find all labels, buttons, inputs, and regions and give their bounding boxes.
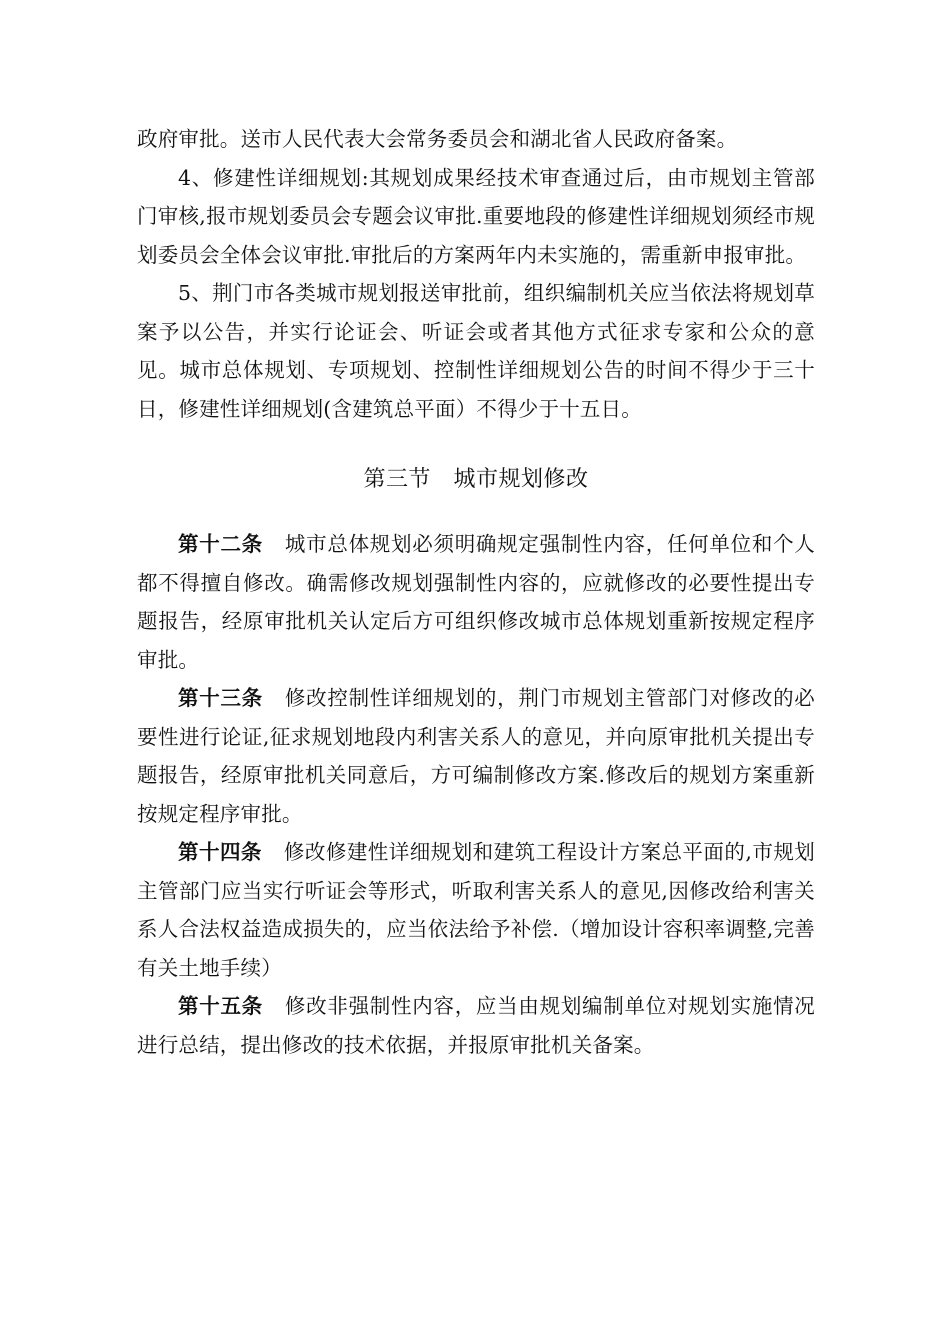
article-12: [137, 525, 815, 679]
section-heading: 第三节 城市规划修改: [363, 467, 589, 492]
paragraph-item-5: 5、荆门市各类城市规划报送审批前，组织编制机关应当依法将规划草案予以公告，并实行论证会、听证会或者其他方式征求专家和公众的意见。城市总体规划、专项规划、控制性详细规划公告的时间不得少于三十日，修建性详细规划(含建筑总平面）不得少于十五日。: [137, 281, 815, 421]
article-12-label: 第十二条: [178, 532, 263, 556]
paragraph-item-4: 4、修建性详细规划:其规划成果经技术审查通过后，由市规划主管部门审核,报市规划委员会专题会议审批.重要地段的修建性详细规划须经市规划委员会全体会议审批.审批后的方案两年内未实施的，需重新申报审批。: [137, 165, 815, 267]
paragraph-continuation: 政府审批。送市人民代表大会常务委员会和湖北省人民政府备案。: [137, 127, 738, 151]
article-14-label: 第十四条: [178, 840, 262, 864]
article-12-text: 城市总体规划必须明确规定强制性内容，任何单位和个人都不得擅自修改。确需修改规划强制性内容的，应就修改的必要性提出专题报告，经原审批机关认定后方可组织修改城市总体规划重新按规定程序审批。: [137, 532, 815, 672]
article-15-label: 第十五条: [178, 994, 263, 1018]
article-15: [137, 987, 815, 1064]
article-14: [137, 833, 815, 987]
article-13-label: 第十三条: [178, 686, 263, 710]
article-15-text: 修改非强制性内容，应当由规划编制单位对规划实施情况进行总结，提出修改的技术依据，并报原审批机关备案。: [137, 994, 815, 1057]
document-body: [137, 120, 815, 1064]
article-14-text: 修改修建性详细规划和建筑工程设计方案总平面的,市规划主管部门应当实行听证会等形式，听取利害关系人的意见,因修改给利害关系人合法权益造成损失的，应当依法给予补偿.（增加设计容积率调整,完善有关土地手续）: [137, 840, 815, 980]
article-13: [137, 679, 815, 833]
article-13-text: 修改控制性详细规划的，荆门市规划主管部门对修改的必要性进行论证,征求规划地段内利害关系人的意见，并向原审批机关提出专题报告，经原审批机关同意后，方可编制修改方案.修改后的规划方案重新按规定程序审批。: [137, 686, 815, 826]
